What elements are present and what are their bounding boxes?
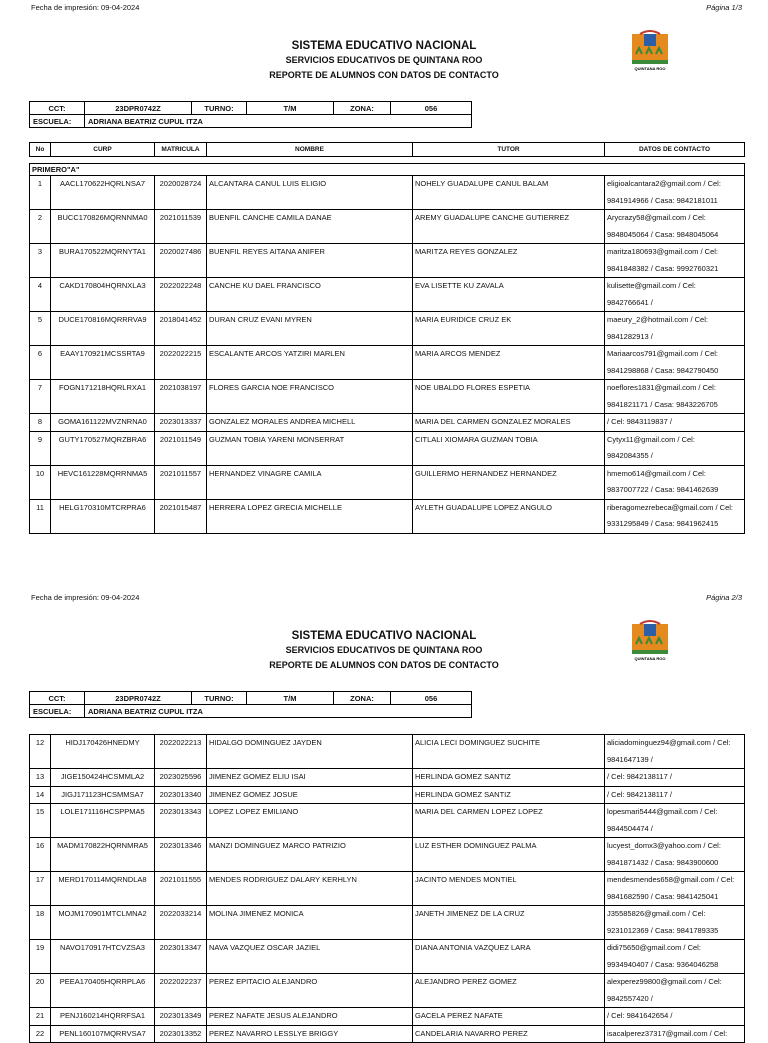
col-header-nombre: NOMBRE xyxy=(207,143,413,157)
row-contacto xyxy=(605,176,745,210)
row-nombre: PEREZ NAFATE JESUS ALEJANDRO xyxy=(207,1008,413,1026)
col-header-no: No xyxy=(30,143,51,157)
row-curp: HELG170310MTCRPRA6 xyxy=(51,499,155,533)
row-curp: DUCE170816MQRRRVA9 xyxy=(51,312,155,346)
table-row xyxy=(30,804,745,838)
escuela-value: ADRIANA BEATRIZ CUPUL ITZA xyxy=(85,115,472,128)
row-no: 16 xyxy=(30,838,51,872)
contact-line-1: lopesmari5444@gmail.com / Cel: xyxy=(607,807,718,816)
row-no: 5 xyxy=(30,312,51,346)
report-subtitle-2: REPORTE DE ALUMNOS CON DATOS DE CONTACTO xyxy=(269,70,499,80)
row-curp: JIGJ171123HCSMMSA7 xyxy=(51,786,155,804)
row-curp: GUTY170527MQRZBRA6 xyxy=(51,431,155,465)
contact-line-2: 9841282913 / xyxy=(607,331,653,341)
table-row xyxy=(30,906,745,940)
row-contacto xyxy=(605,872,745,906)
contact-line-1: kulisette@gmail.com / Cel: xyxy=(607,281,696,290)
row-contacto xyxy=(605,1025,745,1043)
row-no: 20 xyxy=(30,974,51,1008)
row-nombre: JIMENEZ GOMEZ JOSUE xyxy=(207,786,413,804)
row-nombre: CANCHE KU DAEL FRANCISCO xyxy=(207,278,413,312)
escuela-label: ESCUELA: xyxy=(30,115,85,128)
row-nombre: FLORES GARCIA NOE FRANCISCO xyxy=(207,380,413,414)
row-tutor: ALICIA LECI DOMINGUEZ SUCHITE xyxy=(413,735,605,769)
row-tutor: LUZ ESTHER DOMINGUEZ PALMA xyxy=(413,838,605,872)
zona-value: 056 xyxy=(391,692,472,705)
table-row xyxy=(30,735,745,769)
contact-line-2: 9934940407 / Casa: 9364046258 xyxy=(607,959,719,969)
row-matricula: 2021011539 xyxy=(155,210,207,244)
report-subtitle: SERVICIOS EDUCATIVOS DE QUINTANA ROO xyxy=(285,55,483,65)
col-header-curp: CURP xyxy=(51,143,155,157)
row-matricula: 2021015487 xyxy=(155,499,207,533)
turno-value: T/M xyxy=(247,692,334,705)
row-matricula: 2022022213 xyxy=(155,735,207,769)
row-tutor: NOHELY GUADALUPE CANUL BALAM xyxy=(413,176,605,210)
row-curp: FOGN171218HQRLRXA1 xyxy=(51,380,155,414)
row-no: 22 xyxy=(30,1025,51,1043)
row-contacto xyxy=(605,1008,745,1026)
row-curp: NAVO170917HTCVZSA3 xyxy=(51,940,155,974)
row-nombre: HERNANDEZ VINAGRE CAMILA xyxy=(207,465,413,499)
row-tutor: JANETH JIMENEZ DE LA CRUZ xyxy=(413,906,605,940)
row-curp: LOLE171116HCSPPMA5 xyxy=(51,804,155,838)
contact-line-2: 9841821171 / Casa: 9843226705 xyxy=(607,399,718,409)
row-no: 11 xyxy=(30,499,51,533)
row-tutor: NOE UBALDO FLORES ESPETIA xyxy=(413,380,605,414)
table-row xyxy=(30,838,745,872)
row-curp: CAKD170804HQRNXLA3 xyxy=(51,278,155,312)
contact-line-2: 9848045064 / Casa: 9848045064 xyxy=(607,229,719,239)
col-header-matricula: MATRICULA xyxy=(155,143,207,157)
table-row xyxy=(30,244,745,278)
row-matricula: 2023025596 xyxy=(155,769,207,787)
contact-line-2: 9841914966 / Casa: 9842181011 xyxy=(607,195,718,205)
row-no: 10 xyxy=(30,465,51,499)
row-matricula: 2023013340 xyxy=(155,786,207,804)
row-no: 3 xyxy=(30,244,51,278)
row-contacto xyxy=(605,312,745,346)
quintana-roo-logo-icon xyxy=(630,618,670,662)
table-row xyxy=(30,974,745,1008)
row-nombre: GUZMAN TOBIA YARENI MONSERRAT xyxy=(207,431,413,465)
row-nombre: LOPEZ LOPEZ EMILIANO xyxy=(207,804,413,838)
row-contacto xyxy=(605,346,745,380)
row-tutor: AYLETH GUADALUPE LOPEZ ANGULO xyxy=(413,499,605,533)
contact-line-2: 9331295849 / Casa: 9841962415 xyxy=(607,519,719,528)
school-info-table xyxy=(29,691,472,718)
table-row xyxy=(30,312,745,346)
contact-line-1: Cytyx11@gmail.com / Cel: xyxy=(607,434,695,444)
row-curp: MADM170822HQRNMRA5 xyxy=(51,838,155,872)
row-contacto xyxy=(605,465,745,499)
row-nombre: HIDALGO DOMINGUEZ JAYDEN xyxy=(207,735,413,769)
row-matricula: 2018041452 xyxy=(155,312,207,346)
contact-line-1: mendesmendes658@gmail.com / Cel: xyxy=(607,875,735,884)
row-matricula: 2021011557 xyxy=(155,465,207,499)
row-curp: MOJM170901MTCLMNA2 xyxy=(51,906,155,940)
row-matricula: 2023013349 xyxy=(155,1008,207,1026)
row-matricula: 2021011549 xyxy=(155,431,207,465)
print-date: Fecha de impresión: 09-04-2024 xyxy=(31,593,140,602)
row-no: 7 xyxy=(30,380,51,414)
table-row xyxy=(30,380,745,414)
contact-line-2: 9231012369 / Casa: 9841789335 xyxy=(607,925,719,935)
row-nombre: BUENFIL REYES AITANA ANIFER xyxy=(207,244,413,278)
zona-value: 056 xyxy=(391,102,472,115)
row-contacto xyxy=(605,769,745,787)
row-no: 9 xyxy=(30,431,51,465)
contact-line-1: riberagomezrebeca@gmail.com / Cel: xyxy=(607,502,733,512)
report-subtitle-2: REPORTE DE ALUMNOS CON DATOS DE CONTACTO xyxy=(269,660,499,670)
row-tutor: CANDELARIA NAVARRO PEREZ xyxy=(413,1025,605,1043)
row-no: 1 xyxy=(30,176,51,210)
row-no: 15 xyxy=(30,804,51,838)
row-contacto xyxy=(605,804,745,838)
table-row xyxy=(30,940,745,974)
row-curp: MERD170114MQRNDLA8 xyxy=(51,872,155,906)
row-no: 13 xyxy=(30,769,51,787)
contact-line-2: 9842766641 / xyxy=(607,297,653,307)
row-no: 8 xyxy=(30,414,51,432)
row-tutor: HERLINDA GOMEZ SANTIZ xyxy=(413,786,605,804)
row-tutor: DIANA ANTONIA VAZQUEZ LARA xyxy=(413,940,605,974)
row-tutor: CITLALI XIOMARA GUZMAN TOBIA xyxy=(413,431,605,465)
table-row xyxy=(30,346,745,380)
row-contacto xyxy=(605,940,745,974)
row-no: 14 xyxy=(30,786,51,804)
row-tutor: MARIA ARCOS MENDEZ xyxy=(413,346,605,380)
row-no: 18 xyxy=(30,906,51,940)
row-curp: BUCC170826MQRNNMA0 xyxy=(51,210,155,244)
row-curp: PENJ160214HQRRFSA1 xyxy=(51,1008,155,1026)
contact-line-1: eligioalcantara2@gmail.com / Cel: xyxy=(607,179,721,188)
contact-line-1: / Cel: 9843119837 / xyxy=(607,417,672,426)
row-nombre: MOLINA JIMENEZ MONICA xyxy=(207,906,413,940)
row-contacto xyxy=(605,906,745,940)
report-subtitle: SERVICIOS EDUCATIVOS DE QUINTANA ROO xyxy=(285,645,483,655)
contact-line-2: 9841848382 / Casa: 9992760321 xyxy=(607,263,719,273)
row-nombre: MANZI DOMINGUEZ MARCO PATRIZIO xyxy=(207,838,413,872)
print-date: Fecha de impresión: 09-04-2024 xyxy=(31,3,140,12)
table-row xyxy=(30,414,745,432)
row-contacto xyxy=(605,786,745,804)
row-tutor: MARIA DEL CARMEN LOPEZ LOPEZ xyxy=(413,804,605,838)
row-no: 19 xyxy=(30,940,51,974)
cct-label: CCT: xyxy=(30,692,85,705)
row-matricula: 2022022237 xyxy=(155,974,207,1008)
row-curp: AACL170622HQRLNSA7 xyxy=(51,176,155,210)
turno-label: TURNO: xyxy=(192,692,247,705)
row-contacto xyxy=(605,735,745,769)
table-row xyxy=(30,176,745,210)
row-no: 4 xyxy=(30,278,51,312)
row-curp: GOMA161122MVZNRNA0 xyxy=(51,414,155,432)
row-matricula: 2022033214 xyxy=(155,906,207,940)
row-nombre: JIMENEZ GOMEZ ELIU ISAI xyxy=(207,769,413,787)
row-matricula: 2022022215 xyxy=(155,346,207,380)
table-row xyxy=(30,431,745,465)
row-contacto xyxy=(605,499,745,533)
row-nombre: PEREZ NAVARRO LESSLYE BRIGGY xyxy=(207,1025,413,1043)
escuela-label: ESCUELA: xyxy=(30,705,85,718)
contact-line-1: alexperez99800@gmail.com / Cel: xyxy=(607,977,722,986)
row-no: 2 xyxy=(30,210,51,244)
zona-label: ZONA: xyxy=(334,102,391,115)
group-label: PRIMERO"A" xyxy=(30,164,745,176)
table-row xyxy=(30,210,745,244)
contact-line-2: 9842084355 / xyxy=(607,451,653,460)
table-row xyxy=(30,769,745,787)
row-tutor: JACINTO MENDES MONTIEL xyxy=(413,872,605,906)
contact-line-2: 9841647139 / xyxy=(607,754,653,764)
row-curp: JIGE150424HCSMMLA2 xyxy=(51,769,155,787)
students-table xyxy=(29,734,745,1043)
contact-line-1: maeury_2@hotmail.com / Cel: xyxy=(607,315,708,324)
row-curp: EAAY170921MCSSRTA9 xyxy=(51,346,155,380)
row-contacto xyxy=(605,838,745,872)
row-curp: BURA170522MQRNYTA1 xyxy=(51,244,155,278)
table-row xyxy=(30,872,745,906)
cct-label: CCT: xyxy=(30,102,85,115)
contact-line-1: lucyest_domx3@yahoo.com / Cel: xyxy=(607,841,721,850)
row-matricula: 2020028724 xyxy=(155,176,207,210)
row-nombre: PEREZ EPITACIO ALEJANDRO xyxy=(207,974,413,1008)
contact-line-2: 9841871432 / Casa: 9843900600 xyxy=(607,857,719,867)
contact-line-1: isacalperez37317@gmail.com / Cel: xyxy=(607,1028,728,1038)
row-nombre: DURAN CRUZ EVANI MYREN xyxy=(207,312,413,346)
contact-line-1: / Cel: 9841642654 / xyxy=(607,1011,673,1020)
contact-line-1: aliciadominguez94@gmail.com / Cel: xyxy=(607,738,731,747)
row-tutor: ALEJANDRO PEREZ GOMEZ xyxy=(413,974,605,1008)
turno-value: T/M xyxy=(247,102,334,115)
quintana-roo-logo-icon xyxy=(630,28,670,72)
contact-line-2: 9842557420 / xyxy=(607,993,653,1003)
row-nombre: ESCALANTE ARCOS YATZIRI MARLEN xyxy=(207,346,413,380)
table-row xyxy=(30,278,745,312)
row-matricula: 2023013346 xyxy=(155,838,207,872)
col-header-tutor: TUTOR xyxy=(413,143,605,157)
contact-line-1: / Cel: 9842138117 / xyxy=(607,772,672,781)
row-contacto xyxy=(605,380,745,414)
report-page-2 xyxy=(0,590,768,1038)
row-tutor: EVA LISETTE KU ZAVALA xyxy=(413,278,605,312)
row-contacto xyxy=(605,414,745,432)
report-title: SISTEMA EDUCATIVO NACIONAL xyxy=(291,630,477,642)
row-nombre: NAVA VAZQUEZ OSCAR JAZIEL xyxy=(207,940,413,974)
students-table xyxy=(29,142,745,534)
logo-text: QUINTANA ROO xyxy=(634,656,666,661)
row-tutor: GUILLERMO HERNANDEZ HERNANDEZ xyxy=(413,465,605,499)
row-tutor: HERLINDA GOMEZ SANTIZ xyxy=(413,769,605,787)
row-nombre: BUENFIL CANCHE CAMILA DANAE xyxy=(207,210,413,244)
row-contacto xyxy=(605,210,745,244)
contact-line-1: Mariaarcos791@gmail.com / Cel: xyxy=(607,349,718,358)
row-contacto xyxy=(605,278,745,312)
contact-line-2: 9841298868 / Casa: 9842790450 xyxy=(607,365,719,375)
row-no: 6 xyxy=(30,346,51,380)
row-tutor: MARIA DEL CARMEN GONZALEZ MORALES xyxy=(413,414,605,432)
contact-line-2: 9841682590 / Casa: 9841425041 xyxy=(607,891,719,901)
contact-line-1: maritza180693@gmail.com / Cel: xyxy=(607,247,718,256)
row-nombre: GONZALEZ MORALES ANDREA MICHELL xyxy=(207,414,413,432)
row-matricula: 2021038197 xyxy=(155,380,207,414)
row-curp: PEEA170405HQRRPLA6 xyxy=(51,974,155,1008)
table-row xyxy=(30,465,745,499)
contact-line-2: 9844504474 / xyxy=(607,823,653,833)
logo-text: QUINTANA ROO xyxy=(634,66,666,71)
table-row xyxy=(30,1025,745,1043)
contact-line-1: / Cel: 9842138117 / xyxy=(607,789,672,799)
table-row xyxy=(30,786,745,804)
cct-value: 23DPR0742Z xyxy=(85,102,192,115)
row-contacto xyxy=(605,431,745,465)
col-header-contacto: DATOS DE CONTACTO xyxy=(605,143,745,157)
page-number: Página 2/3 xyxy=(706,593,742,602)
row-no: 17 xyxy=(30,872,51,906)
row-tutor: MARITZA REYES GONZALEZ xyxy=(413,244,605,278)
row-tutor: AREMY GUADALUPE CANCHE GUTIERREZ xyxy=(413,210,605,244)
row-matricula: 2020027486 xyxy=(155,244,207,278)
row-matricula: 2023013352 xyxy=(155,1025,207,1043)
row-contacto xyxy=(605,974,745,1008)
row-tutor: MARIA EURIDICE CRUZ EK xyxy=(413,312,605,346)
contact-line-2: 9837007722 / Casa: 9841462639 xyxy=(607,485,719,494)
row-nombre: HERRERA LOPEZ GRECIA MICHELLE xyxy=(207,499,413,533)
row-curp: PENL160107MQRRVSA7 xyxy=(51,1025,155,1043)
row-nombre: ALCANTARA CANUL LUIS ELIGIO xyxy=(207,176,413,210)
table-row xyxy=(30,1008,745,1026)
page-number: Página 1/3 xyxy=(706,3,742,12)
row-nombre: MENDES RODRIGUEZ DALARY KERHLYN xyxy=(207,872,413,906)
row-curp: HEVC161228MQRRNMA5 xyxy=(51,465,155,499)
turno-label: TURNO: xyxy=(192,102,247,115)
cct-value: 23DPR0742Z xyxy=(85,692,192,705)
row-tutor: GACELA PEREZ NAFATE xyxy=(413,1008,605,1026)
row-curp: HIDJ170426HNEDMY xyxy=(51,735,155,769)
row-matricula: 2022022248 xyxy=(155,278,207,312)
contact-line-1: Arycrazy58@gmail.com / Cel: xyxy=(607,213,706,222)
escuela-value: ADRIANA BEATRIZ CUPUL ITZA xyxy=(85,705,472,718)
row-no: 12 xyxy=(30,735,51,769)
row-no: 21 xyxy=(30,1008,51,1026)
contact-line-1: didi75650@gmail.com / Cel: xyxy=(607,943,701,952)
contact-line-1: noeflores1831@gmail.com / Cel: xyxy=(607,383,716,392)
contact-line-1: J35585826@gmail.com / Cel: xyxy=(607,909,706,918)
row-contacto xyxy=(605,244,745,278)
zona-label: ZONA: xyxy=(334,692,391,705)
row-matricula: 2021011555 xyxy=(155,872,207,906)
row-matricula: 2023013343 xyxy=(155,804,207,838)
table-row xyxy=(30,499,745,533)
school-info-table xyxy=(29,101,472,128)
row-matricula: 2023013337 xyxy=(155,414,207,432)
report-title: SISTEMA EDUCATIVO NACIONAL xyxy=(291,40,477,52)
contact-line-1: hmemo614@gmail.com / Cel: xyxy=(607,468,706,478)
row-matricula: 2023013347 xyxy=(155,940,207,974)
